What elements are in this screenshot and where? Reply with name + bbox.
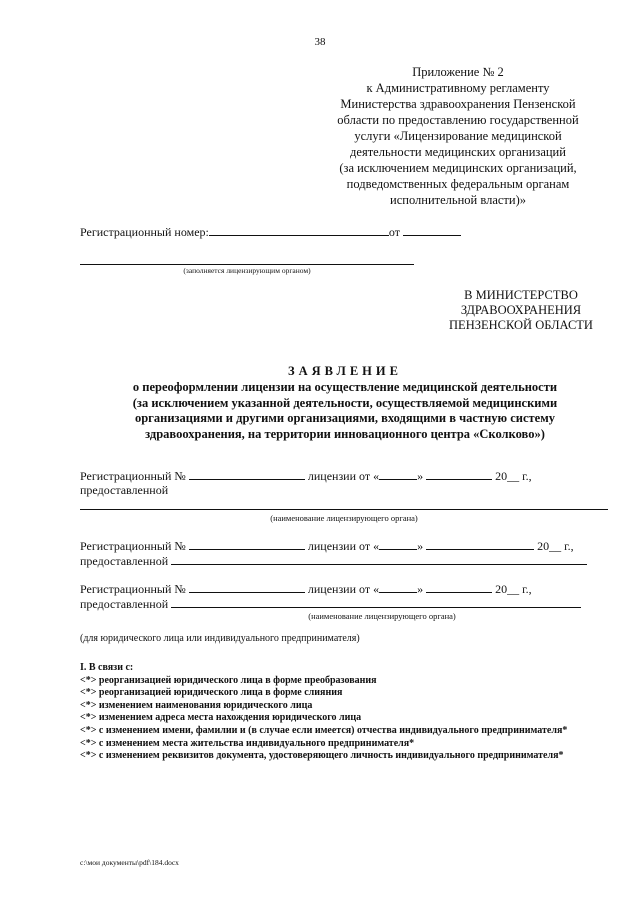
registration-number-label: Регистрационный номер: bbox=[80, 225, 209, 239]
file-path-footer: c:\мои документы\pdf\184.docx bbox=[80, 858, 179, 867]
reason-item[interactable]: <*> реорганизацией юридического лица в форме слияния bbox=[80, 687, 343, 699]
addressee-line: ПЕНЗЕНСКОЙ ОБЛАСТИ bbox=[449, 318, 593, 332]
authority-fill-line[interactable] bbox=[80, 264, 414, 265]
license-day-field[interactable] bbox=[379, 538, 417, 550]
authority-field[interactable] bbox=[171, 596, 581, 608]
registration-number-field[interactable] bbox=[209, 224, 389, 236]
authority-field[interactable] bbox=[171, 553, 587, 565]
registration-date-label: от bbox=[388, 225, 400, 239]
appendix-line: деятельности медицинских организаций bbox=[350, 145, 566, 159]
license-year: 20__ г., bbox=[495, 582, 532, 596]
reason-item[interactable]: <*> изменением адреса места нахождения юридического лица bbox=[80, 712, 362, 724]
reg-no-label: Регистрационный № bbox=[80, 582, 186, 596]
reasons-list bbox=[80, 662, 594, 763]
appendix-line: Приложение № 2 bbox=[412, 65, 504, 79]
subtitle-line: о переоформлении лицензии на осуществление медицинской деятельности bbox=[132, 380, 558, 394]
authority-note: (наименование лицензирующего органа) bbox=[270, 513, 418, 523]
license-date-label: лицензии от « bbox=[307, 582, 380, 596]
entity-note: (для юридического лица или индивидуального предпринимателя) bbox=[80, 633, 360, 644]
appendix-line: (за исключением медицинских организаций, bbox=[339, 161, 577, 175]
license-number-field[interactable] bbox=[189, 581, 305, 593]
license-row-3 bbox=[80, 581, 532, 597]
granted-label: предоставленной bbox=[80, 483, 169, 497]
reg-no-label: Регистрационный № bbox=[80, 539, 186, 553]
license-date-label: лицензии от « bbox=[307, 539, 380, 553]
license-year: 20__ г., bbox=[495, 469, 532, 483]
granted-label: предоставленной bbox=[80, 554, 169, 568]
subtitle-line: здравоохранения, на территории инновационного центра «Сколково») bbox=[145, 426, 545, 441]
license-month-field[interactable] bbox=[426, 538, 534, 550]
reasons-heading: I. В связи с: bbox=[80, 662, 134, 673]
appendix-line: области по предоставлению государственной bbox=[337, 113, 579, 127]
appendix-block bbox=[318, 64, 598, 208]
addressee-line: В МИНИСТЕРСТВО bbox=[464, 288, 578, 302]
registration-date-field[interactable] bbox=[403, 224, 461, 236]
quote-close: » bbox=[417, 539, 424, 553]
granted-row-2 bbox=[80, 553, 587, 569]
license-number-field[interactable] bbox=[189, 468, 305, 480]
granted-row-3 bbox=[80, 596, 581, 612]
quote-close: » bbox=[417, 582, 424, 596]
authority-note: (наименование лицензирующего органа) bbox=[308, 611, 456, 621]
license-year: 20__ г., bbox=[537, 539, 574, 553]
appendix-line: подведомственных федеральным органам bbox=[346, 177, 570, 191]
authority-line[interactable] bbox=[80, 509, 608, 510]
reason-item[interactable]: <*> изменением наименования юридического лица bbox=[80, 699, 313, 711]
appendix-line: Министерства здравоохранения Пензенской bbox=[340, 97, 576, 111]
appendix-line: услуги «Лицензирование медицинской bbox=[354, 129, 562, 143]
appendix-line: исполнительной власти)» bbox=[390, 193, 526, 207]
license-day-field[interactable] bbox=[379, 581, 417, 593]
authority-fill-note: (заполняется лицензирующим органом) bbox=[183, 266, 311, 275]
reason-item[interactable]: <*> с изменением реквизитов документа, удостоверяющего личность индивидуального предпринимателя* bbox=[80, 750, 564, 762]
subtitle-line: организациями и другими организациями, входящими в частную систему bbox=[134, 411, 555, 425]
license-month-field[interactable] bbox=[426, 468, 492, 480]
document-title: ЗАЯВЛЕНИЕ bbox=[288, 364, 402, 378]
addressee-block bbox=[436, 288, 606, 333]
license-day-field[interactable] bbox=[379, 468, 417, 480]
registration-number-row bbox=[80, 224, 461, 240]
quote-close: » bbox=[417, 469, 424, 483]
license-number-field[interactable] bbox=[189, 538, 305, 550]
reason-item[interactable]: <*> реорганизацией юридического лица в форме преобразования bbox=[80, 674, 377, 686]
subtitle-line: (за исключением указанной деятельности, осуществляемой медицинскими bbox=[132, 395, 558, 410]
license-date-label: лицензии от « bbox=[307, 469, 380, 483]
page-number: 38 bbox=[314, 36, 326, 48]
license-row-2 bbox=[80, 538, 574, 554]
license-month-field[interactable] bbox=[426, 581, 492, 593]
reg-no-label: Регистрационный № bbox=[80, 469, 186, 483]
granted-label: предоставленной bbox=[80, 597, 169, 611]
document-subtitle bbox=[84, 380, 606, 442]
license-row-1 bbox=[80, 468, 532, 484]
appendix-line: к Административному регламенту bbox=[366, 81, 550, 95]
addressee-line: ЗДРАВООХРАНЕНИЯ bbox=[460, 303, 582, 317]
reason-item[interactable]: <*> с изменением имени, фамилии и (в случае если имеется) отчества индивидуального предпринимателя* bbox=[80, 724, 568, 736]
reason-item[interactable]: <*> с изменением места жительства индивидуального предпринимателя* bbox=[80, 737, 415, 749]
